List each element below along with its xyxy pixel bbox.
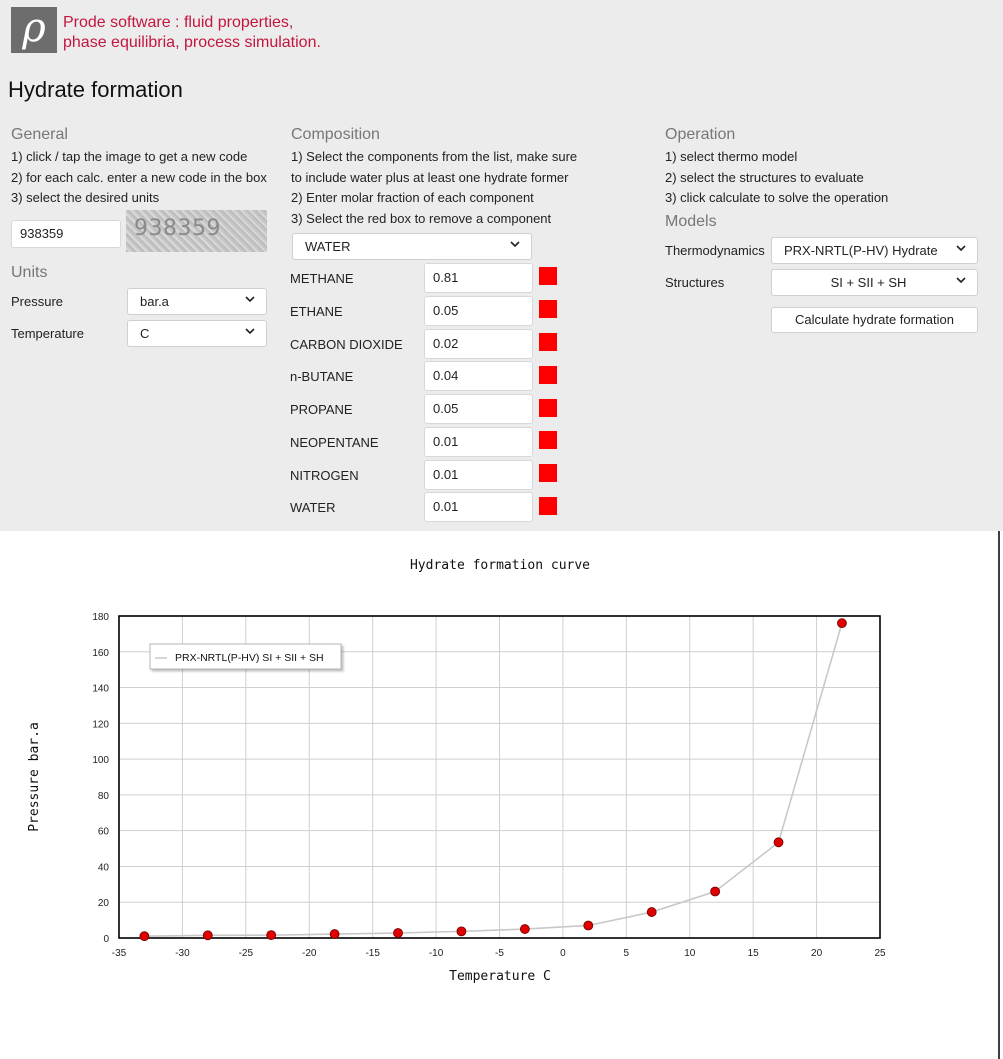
red-square-remove-icon[interactable] [539, 464, 557, 482]
chevron-down-icon [244, 325, 256, 337]
instruction-line: 2) for each calc. enter a new code in the box [11, 169, 267, 185]
page-title: Hydrate formation [8, 77, 183, 102]
chevron-down-icon [955, 274, 967, 286]
x-tick-label: -10 [428, 948, 444, 959]
component-name: ETHANE [290, 304, 343, 319]
data-point [711, 887, 720, 896]
fraction-input[interactable]: 0.04 [424, 361, 533, 391]
fraction-input[interactable]: 0.01 [424, 460, 533, 490]
structures-select[interactable] [771, 269, 978, 296]
pressure-unit-select[interactable] [127, 288, 267, 315]
x-tick-label: 25 [874, 948, 886, 959]
y-tick-label: 40 [97, 862, 109, 874]
structures-value: SI + SII + SH [830, 275, 907, 290]
thermodynamics-label: Thermodynamics [665, 243, 765, 258]
component-name: CARBON DIOXIDE [290, 337, 403, 352]
series-line [144, 623, 842, 936]
pressure-unit-value: bar.a [140, 294, 169, 309]
instruction-line: to include water plus at least one hydrate former [291, 169, 569, 185]
component-name: WATER [290, 500, 336, 515]
red-square-remove-icon[interactable] [539, 497, 557, 515]
fraction-input[interactable]: 0.05 [424, 394, 533, 424]
y-tick-label: 140 [92, 683, 109, 695]
y-tick-label: 0 [103, 934, 109, 945]
legend-label: PRX-NRTL(P-HV) SI + SII + SH [175, 652, 324, 664]
rho-logo[interactable]: ρ [11, 7, 57, 53]
x-tick-label: 20 [811, 948, 823, 959]
y-tick-label: 60 [97, 826, 109, 838]
chevron-down-icon [244, 293, 256, 305]
component-name: NITROGEN [290, 468, 359, 483]
structures-label: Structures [665, 275, 725, 290]
x-tick-label: 5 [623, 948, 630, 959]
models-heading: Models [665, 213, 717, 230]
thermo-model-select[interactable] [771, 237, 978, 264]
x-tick-label: -25 [238, 948, 254, 959]
instruction-line: 1) select thermo model [665, 149, 798, 164]
operation-instructions [665, 147, 888, 209]
y-axis-label: Pressure bar.a [27, 722, 42, 832]
temperature-unit-select[interactable] [127, 320, 267, 347]
data-point [647, 908, 656, 917]
data-point [837, 619, 846, 628]
component-name: METHANE [290, 271, 354, 286]
fraction-input[interactable]: 0.01 [424, 492, 533, 522]
composition-instructions [291, 147, 577, 229]
tagline[interactable] [63, 13, 321, 53]
fraction-input[interactable]: 0.05 [424, 296, 533, 326]
component-name: NEOPENTANE [290, 435, 379, 450]
tagline-line-1[interactable]: Prode software : fluid properties, [63, 14, 294, 31]
data-point [584, 921, 593, 930]
data-point [267, 931, 276, 940]
instruction-line: 3) select the desired units [11, 190, 160, 205]
x-tick-label: 10 [684, 948, 696, 959]
captcha-text: 938359 [134, 216, 221, 241]
chart-title: Hydrate formation curve [409, 558, 591, 573]
component-select[interactable] [292, 233, 532, 260]
x-tick-label: -5 [495, 948, 504, 959]
general-instructions [11, 147, 267, 209]
y-tick-label: 100 [92, 755, 109, 767]
composition-heading: Composition [291, 126, 380, 143]
red-square-remove-icon[interactable] [539, 399, 557, 417]
x-axis-label: Temperature C [449, 969, 551, 984]
instruction-line: 3) click calculate to solve the operation [665, 190, 889, 205]
hydrate-chart [0, 531, 1003, 1059]
component-name: n-BUTANE [290, 369, 354, 384]
fraction-input[interactable]: 0.02 [424, 329, 533, 359]
x-tick-label: -15 [365, 948, 380, 959]
calculate-button[interactable]: Calculate hydrate formation [771, 307, 978, 333]
data-point [457, 927, 466, 936]
x-tick-label: 15 [747, 948, 759, 959]
instruction-line: 2) Enter molar fraction of each component [291, 190, 534, 205]
fraction-input[interactable]: 0.81 [424, 263, 533, 293]
red-square-remove-icon[interactable] [539, 267, 557, 285]
red-square-remove-icon[interactable] [539, 366, 557, 384]
red-square-remove-icon[interactable] [539, 300, 557, 318]
chevron-down-icon [509, 238, 521, 250]
x-tick-label: -20 [302, 948, 317, 959]
fraction-input[interactable]: 0.01 [424, 427, 533, 457]
data-point [520, 925, 529, 934]
component-name: PROPANE [290, 402, 353, 417]
y-tick-label: 20 [97, 898, 109, 910]
pressure-label: Pressure [11, 294, 64, 309]
general-heading: General [11, 126, 68, 143]
data-point [774, 838, 783, 847]
x-tick-label: 0 [560, 948, 566, 959]
data-point [203, 931, 212, 940]
tagline-line-2[interactable]: phase equilibria, process simulation. [63, 34, 321, 51]
x-tick-label: -30 [175, 948, 190, 959]
data-point [140, 932, 149, 941]
thermo-model-value: PRX-NRTL(P-HV) Hydrate [784, 243, 938, 258]
temperature-unit-value: C [140, 326, 150, 341]
legend [150, 644, 341, 669]
red-square-remove-icon[interactable] [539, 333, 557, 351]
y-tick-label: 120 [92, 719, 109, 731]
data-point [394, 928, 403, 937]
captcha-image[interactable] [126, 210, 267, 252]
temperature-label: Temperature [11, 326, 84, 341]
y-tick-label: 160 [92, 647, 109, 659]
red-square-remove-icon[interactable] [539, 431, 557, 449]
y-tick-label: 180 [92, 612, 109, 623]
instruction-line: 1) Select the components from the list, make sure [291, 149, 578, 164]
instruction-line: 3) Select the red box to remove a component [291, 210, 552, 226]
data-point [330, 930, 339, 939]
component-select-value: WATER [305, 239, 351, 254]
x-tick-label: -35 [111, 948, 127, 959]
y-tick-label: 80 [97, 790, 109, 802]
operation-heading: Operation [665, 126, 736, 143]
code-input[interactable]: 938359 [11, 220, 121, 248]
chevron-down-icon [955, 242, 967, 254]
instruction-line: 1) click / tap the image to get a new code [11, 149, 248, 164]
units-heading: Units [11, 264, 48, 281]
instruction-line: 2) select the structures to evaluate [665, 169, 864, 185]
